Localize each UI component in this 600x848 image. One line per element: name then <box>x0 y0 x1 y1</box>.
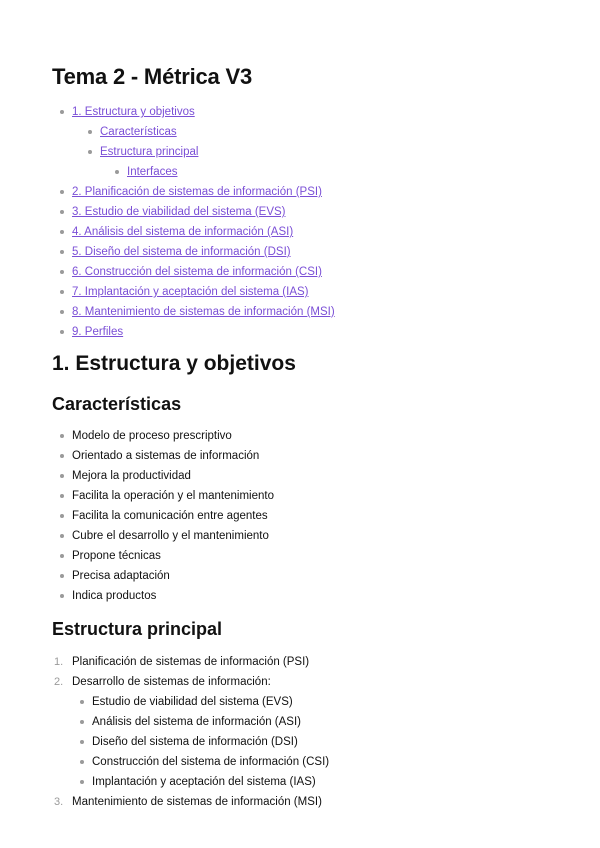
toc-item <box>52 182 335 202</box>
toc-item <box>52 322 335 342</box>
list-item <box>52 506 274 526</box>
nested-list <box>72 692 329 792</box>
ordered-list-item <box>52 652 329 672</box>
list-item <box>52 466 274 486</box>
list-item <box>52 586 274 606</box>
bullet-icon <box>60 190 64 194</box>
ordered-list-item <box>52 792 329 812</box>
toc-link[interactable]: 8. Mantenimiento de sistemas de información (MSI) <box>72 306 335 318</box>
bullet-icon <box>80 720 84 724</box>
toc-link[interactable]: Características <box>100 126 177 138</box>
table-of-contents <box>52 102 335 342</box>
list-item <box>52 546 274 566</box>
toc-item <box>52 202 335 222</box>
bullet-icon <box>80 780 84 784</box>
bullet-icon <box>115 170 119 174</box>
bullet-icon <box>60 310 64 314</box>
list-item-text: Construcción del sistema de información (CSI) <box>92 756 330 768</box>
section-heading: 1. Estructura y objetivos <box>52 352 296 375</box>
toc-link[interactable]: 2. Planificación de sistemas de información (PSI) <box>72 186 322 198</box>
list-item-text: Diseño del sistema de información (DSI) <box>92 736 298 748</box>
toc-item <box>52 102 335 122</box>
list-item-text: Mejora la productividad <box>72 470 191 482</box>
list-item-text: Desarrollo de sistemas de información: <box>72 676 271 688</box>
list-item-text: Propone técnicas <box>72 550 161 562</box>
list-item-text: Facilita la comunicación entre agentes <box>72 510 268 522</box>
bullet-icon <box>60 594 64 598</box>
bullet-icon <box>60 250 64 254</box>
list-item-text: Implantación y aceptación del sistema (IAS) <box>92 776 316 788</box>
list-item-text: Orientado a sistemas de información <box>72 450 260 462</box>
toc-link[interactable]: Estructura principal <box>100 146 199 158</box>
list-item <box>52 566 274 586</box>
bullet-icon <box>60 534 64 538</box>
page-title: Tema 2 - Métrica V3 <box>52 64 252 89</box>
ordered-list-item <box>52 672 329 792</box>
caracteristicas-list <box>52 426 274 606</box>
bullet-icon <box>60 110 64 114</box>
nested-list-item <box>72 712 329 732</box>
list-item-text: Precisa adaptación <box>72 570 170 582</box>
nested-list-item <box>72 692 329 712</box>
bullet-icon <box>80 700 84 704</box>
toc-link[interactable]: 9. Perfiles <box>72 326 124 338</box>
list-item <box>52 486 274 506</box>
toc-link[interactable]: 7. Implantación y aceptación del sistema (IAS) <box>72 286 309 298</box>
bullet-icon <box>88 150 92 154</box>
estructura-list <box>52 652 329 812</box>
toc-link[interactable]: 3. Estudio de viabilidad del sistema (EVS) <box>72 206 286 218</box>
toc-item <box>52 282 335 302</box>
toc-item <box>52 122 335 142</box>
subsection-heading-estructura: Estructura principal <box>52 619 223 639</box>
nested-list-item <box>72 732 329 752</box>
list-item <box>52 526 274 546</box>
toc-link[interactable]: Interfaces <box>127 166 178 178</box>
list-item-text: Cubre el desarrollo y el mantenimiento <box>72 530 269 542</box>
subsection-heading-caracteristicas: Características <box>52 394 182 414</box>
bullet-icon <box>60 210 64 214</box>
list-number: 2. <box>54 676 64 688</box>
bullet-icon <box>60 514 64 518</box>
bullet-icon <box>60 230 64 234</box>
list-item-text: Facilita la operación y el mantenimiento <box>72 490 274 502</box>
bullet-icon <box>60 494 64 498</box>
bullet-icon <box>80 760 84 764</box>
toc-item <box>52 142 335 162</box>
toc-link[interactable]: 1. Estructura y objetivos <box>72 106 195 118</box>
bullet-icon <box>60 574 64 578</box>
nested-list-item <box>72 772 329 792</box>
bullet-icon <box>88 130 92 134</box>
toc-item <box>52 262 335 282</box>
bullet-icon <box>60 454 64 458</box>
list-item-text: Mantenimiento de sistemas de información (MSI) <box>72 796 322 808</box>
bullet-icon <box>60 474 64 478</box>
toc-link[interactable]: 4. Análisis del sistema de información (ASI) <box>72 226 294 238</box>
list-item-text: Análisis del sistema de información (ASI) <box>92 716 301 728</box>
list-item-text: Modelo de proceso prescriptivo <box>72 430 232 442</box>
toc-link[interactable]: 6. Construcción del sistema de información (CSI) <box>72 266 322 278</box>
bullet-icon <box>60 554 64 558</box>
bullet-icon <box>60 270 64 274</box>
nested-list-item <box>72 752 329 772</box>
list-item-text: Planificación de sistemas de información (PSI) <box>72 656 310 668</box>
toc-link[interactable]: 5. Diseño del sistema de información (DSI) <box>72 246 291 258</box>
list-item-text: Estudio de viabilidad del sistema (EVS) <box>92 696 293 708</box>
list-item <box>52 446 274 466</box>
toc-item <box>52 162 335 182</box>
bullet-icon <box>60 330 64 334</box>
bullet-icon <box>60 290 64 294</box>
toc-item <box>52 242 335 262</box>
list-number: 1. <box>54 656 64 668</box>
list-item <box>52 426 274 446</box>
toc-item <box>52 222 335 242</box>
bullet-icon <box>80 740 84 744</box>
list-number: 3. <box>54 796 64 808</box>
toc-item <box>52 302 335 322</box>
list-item-text: Indica productos <box>72 590 157 602</box>
bullet-icon <box>60 434 64 438</box>
